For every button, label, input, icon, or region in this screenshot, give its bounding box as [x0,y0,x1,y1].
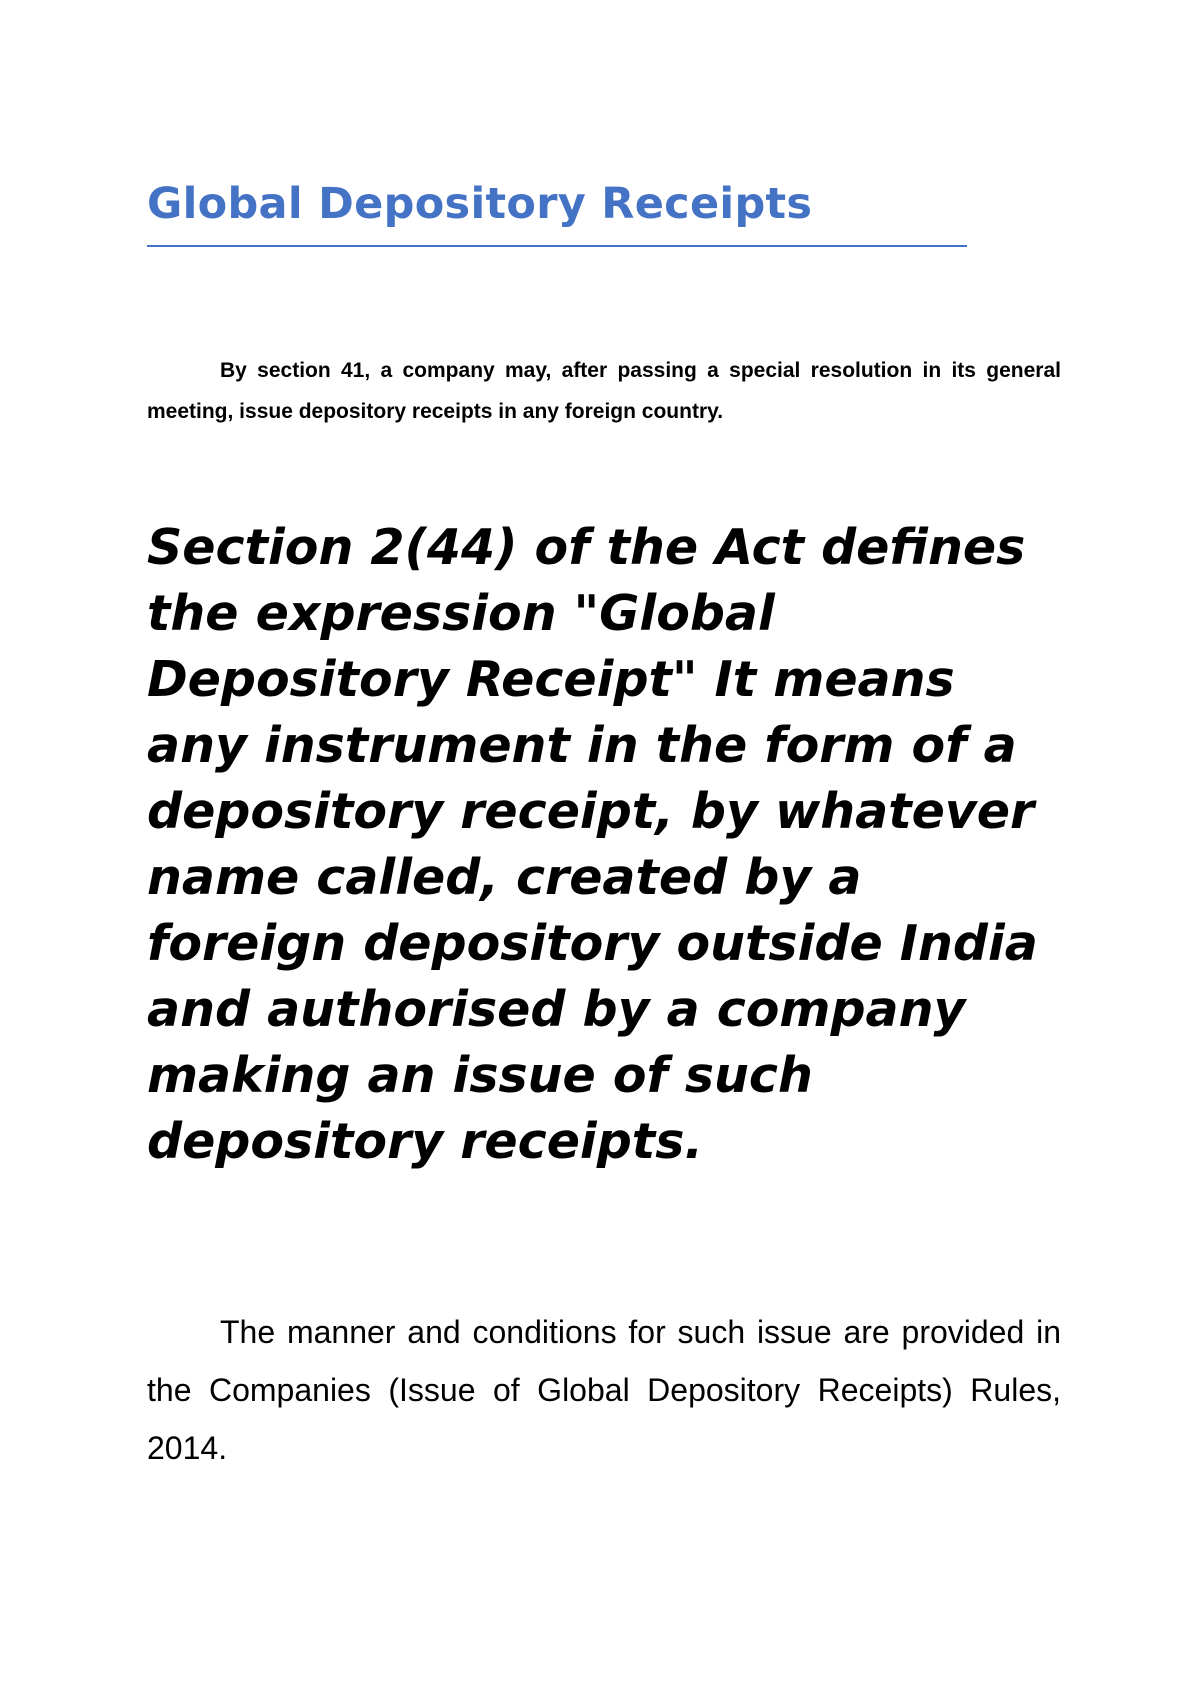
definition-paragraph: Section 2(44) of the Act defines the expression "Global Depository Receipt" It means any instrument in the form of a depository receipt, by whatever name called, created by a foreign depository outside India and authorised by a company making an issue of such depository receipts. [147,519,1038,1170]
closing-paragraph: The manner and conditions for such issue are provided in the Companies (Issue of Global Depository Receipts) Rules, 2014. [147,1314,1061,1466]
document-title: Global Depository Receipts [147,179,813,229]
title-underline [147,245,967,247]
intro-paragraph: By section 41, a company may, after passing a special resolution in its general meeting, issue depository receipts in any foreign country. [147,359,1061,423]
